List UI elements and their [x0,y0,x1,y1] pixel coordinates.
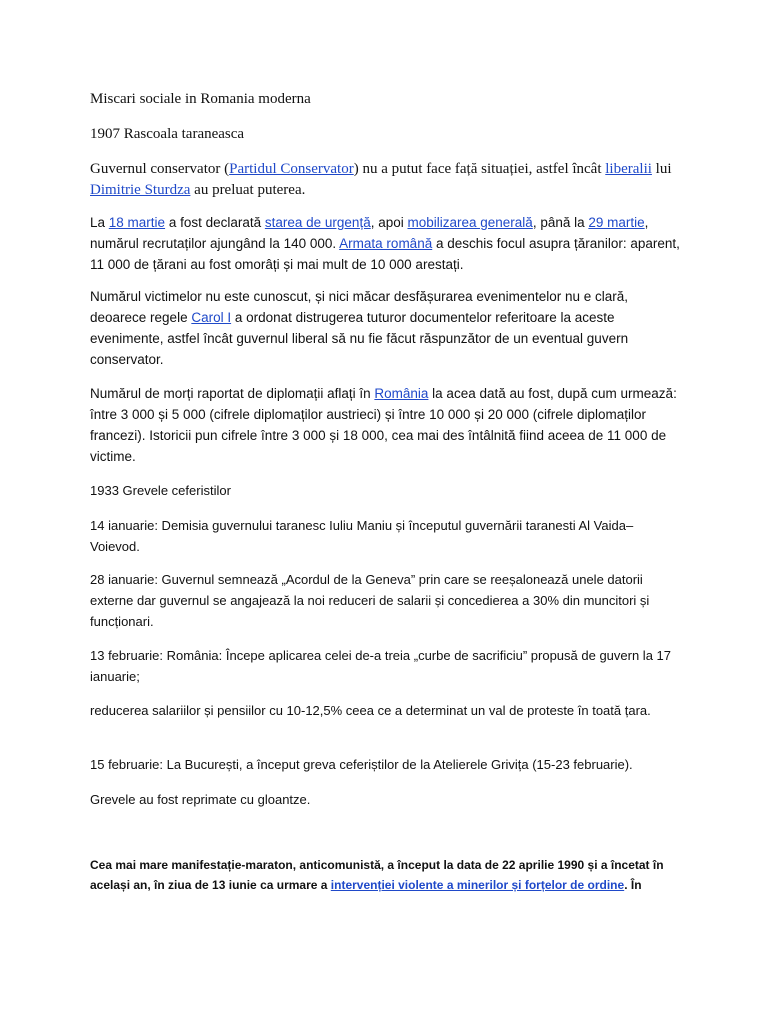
link-carol-i[interactable]: Carol I [191,310,232,325]
text-run: au preluat puterea. [190,182,306,198]
event-text: 13 februarie: România: Începe aplicarea celei de-a treia „curbe de sacrificiu” propusă de guvern la 17 ianuarie; [90,648,671,684]
document-title [90,89,680,110]
link-18-martie[interactable]: 18 martie [108,215,166,230]
title-text: Miscari sociale in Romania moderna [90,91,311,107]
paragraph-deaths-reported [90,383,680,467]
event-text: Grevele au fost reprimate cu gloantze. [90,792,311,807]
text-run: Numărul victimelor nu este cunoscut, și nici măcar desfășurarea evenimentelor nu e clară, deoarece regele [90,289,628,325]
text-run: ) nu a putut face față situației, astfel încât [353,161,606,177]
section-heading-1907 [90,124,680,145]
text-run: Numărul de morți raportat de diplomații aflați în [90,386,375,401]
event-salary-reduction [90,700,680,721]
paragraph-victims [90,286,680,370]
link-liberalii[interactable]: liberalii [605,161,652,177]
text-run: , până la [532,215,589,230]
section-heading-1907-text: 1907 Rascoala taraneasca [90,126,245,142]
link-romania[interactable]: România [374,386,429,401]
text-run: Cea mai mare manifestație-maraton, anticomunistă, a început la data de 22 aprilie 1990 și a încetat în același an, în ziua de 13 iunie ca urmare a [90,858,664,892]
text-run: Guvernul conservator ( [90,161,230,177]
text-run: a deschis focul asupra țăranilor: aparent, 11 000 de țărani au fost omorâți și mai mult de 10 000 arestați. [90,236,680,272]
text-run: , apoi [370,215,408,230]
event-text: reducerea salariilor și pensiilor cu 10-12,5% ceea ce a determinat un val de proteste în toată țara. [90,703,651,718]
text-run: a fost declarată [165,215,265,230]
paragraph-martial-law [90,212,680,275]
paragraph-government [90,159,680,201]
event-text: 15 februarie: La București, a început greva ceferiștilor de la Atelierele Grivița (15-23 februarie). [90,757,633,772]
link-partidul-conservator[interactable]: Partidul Conservator [229,161,354,177]
text-run: lui [651,161,672,177]
link-29-martie[interactable]: 29 martie [588,215,645,230]
event-15-februarie [90,754,680,775]
section-heading-1933-text: 1933 Grevele ceferistilor [90,483,231,498]
text-run: La [90,215,109,230]
link-mobilizarea-generala[interactable]: mobilizarea generală [407,215,533,230]
section-heading-1933 [90,480,680,501]
text-run: la acea dată au fost, după cum urmează: între 3 000 și 5 000 (cifrele diplomaților austrieci) și între 10 000 și 20 000 (cifrele diplomaților francezi). Istoricii pun cifrele între 3 000 și 18 000, cea mai des întâlnită fiind aceea de 11 000 de victime. [90,386,677,464]
link-interventia-minerilor[interactable]: intervenției violente a minerilor și forțelor de ordine [330,878,625,892]
paragraph-1990-manifestation [90,855,680,895]
event-28-ianuarie [90,569,680,632]
link-dimitrie-sturdza[interactable]: Dimitrie Sturdza [90,182,191,198]
event-strikes-repressed [90,789,680,810]
event-13-februarie [90,645,680,687]
text-run: . În [624,878,642,892]
event-text: 28 ianuarie: Guvernul semnează „Acordul de la Geneva” prin care se reeșalonează unele datorii externe dar guvernul se angajează la noi reduceri de salarii și concedierea a 30% din muncitori și funcționari. [90,572,650,629]
text-run: , numărul recrutaților ajungând la 140 000. [90,215,649,251]
link-armata-romana[interactable]: Armata română [339,236,433,251]
text-run: a ordonat distrugerea tuturor documentelor referitoare la aceste evenimente, astfel încât guvernul liberal să nu fie făcut răspunzător de un eventual guvern conservator. [90,310,629,367]
event-14-ianuarie [90,515,680,557]
event-text: 14 ianuarie: Demisia guvernului taranesc Iuliu Maniu și începutul guvernării taranesti Al Vaida–Voievod. [90,518,634,554]
link-starea-de-urgenta[interactable]: starea de urgență [264,215,371,230]
